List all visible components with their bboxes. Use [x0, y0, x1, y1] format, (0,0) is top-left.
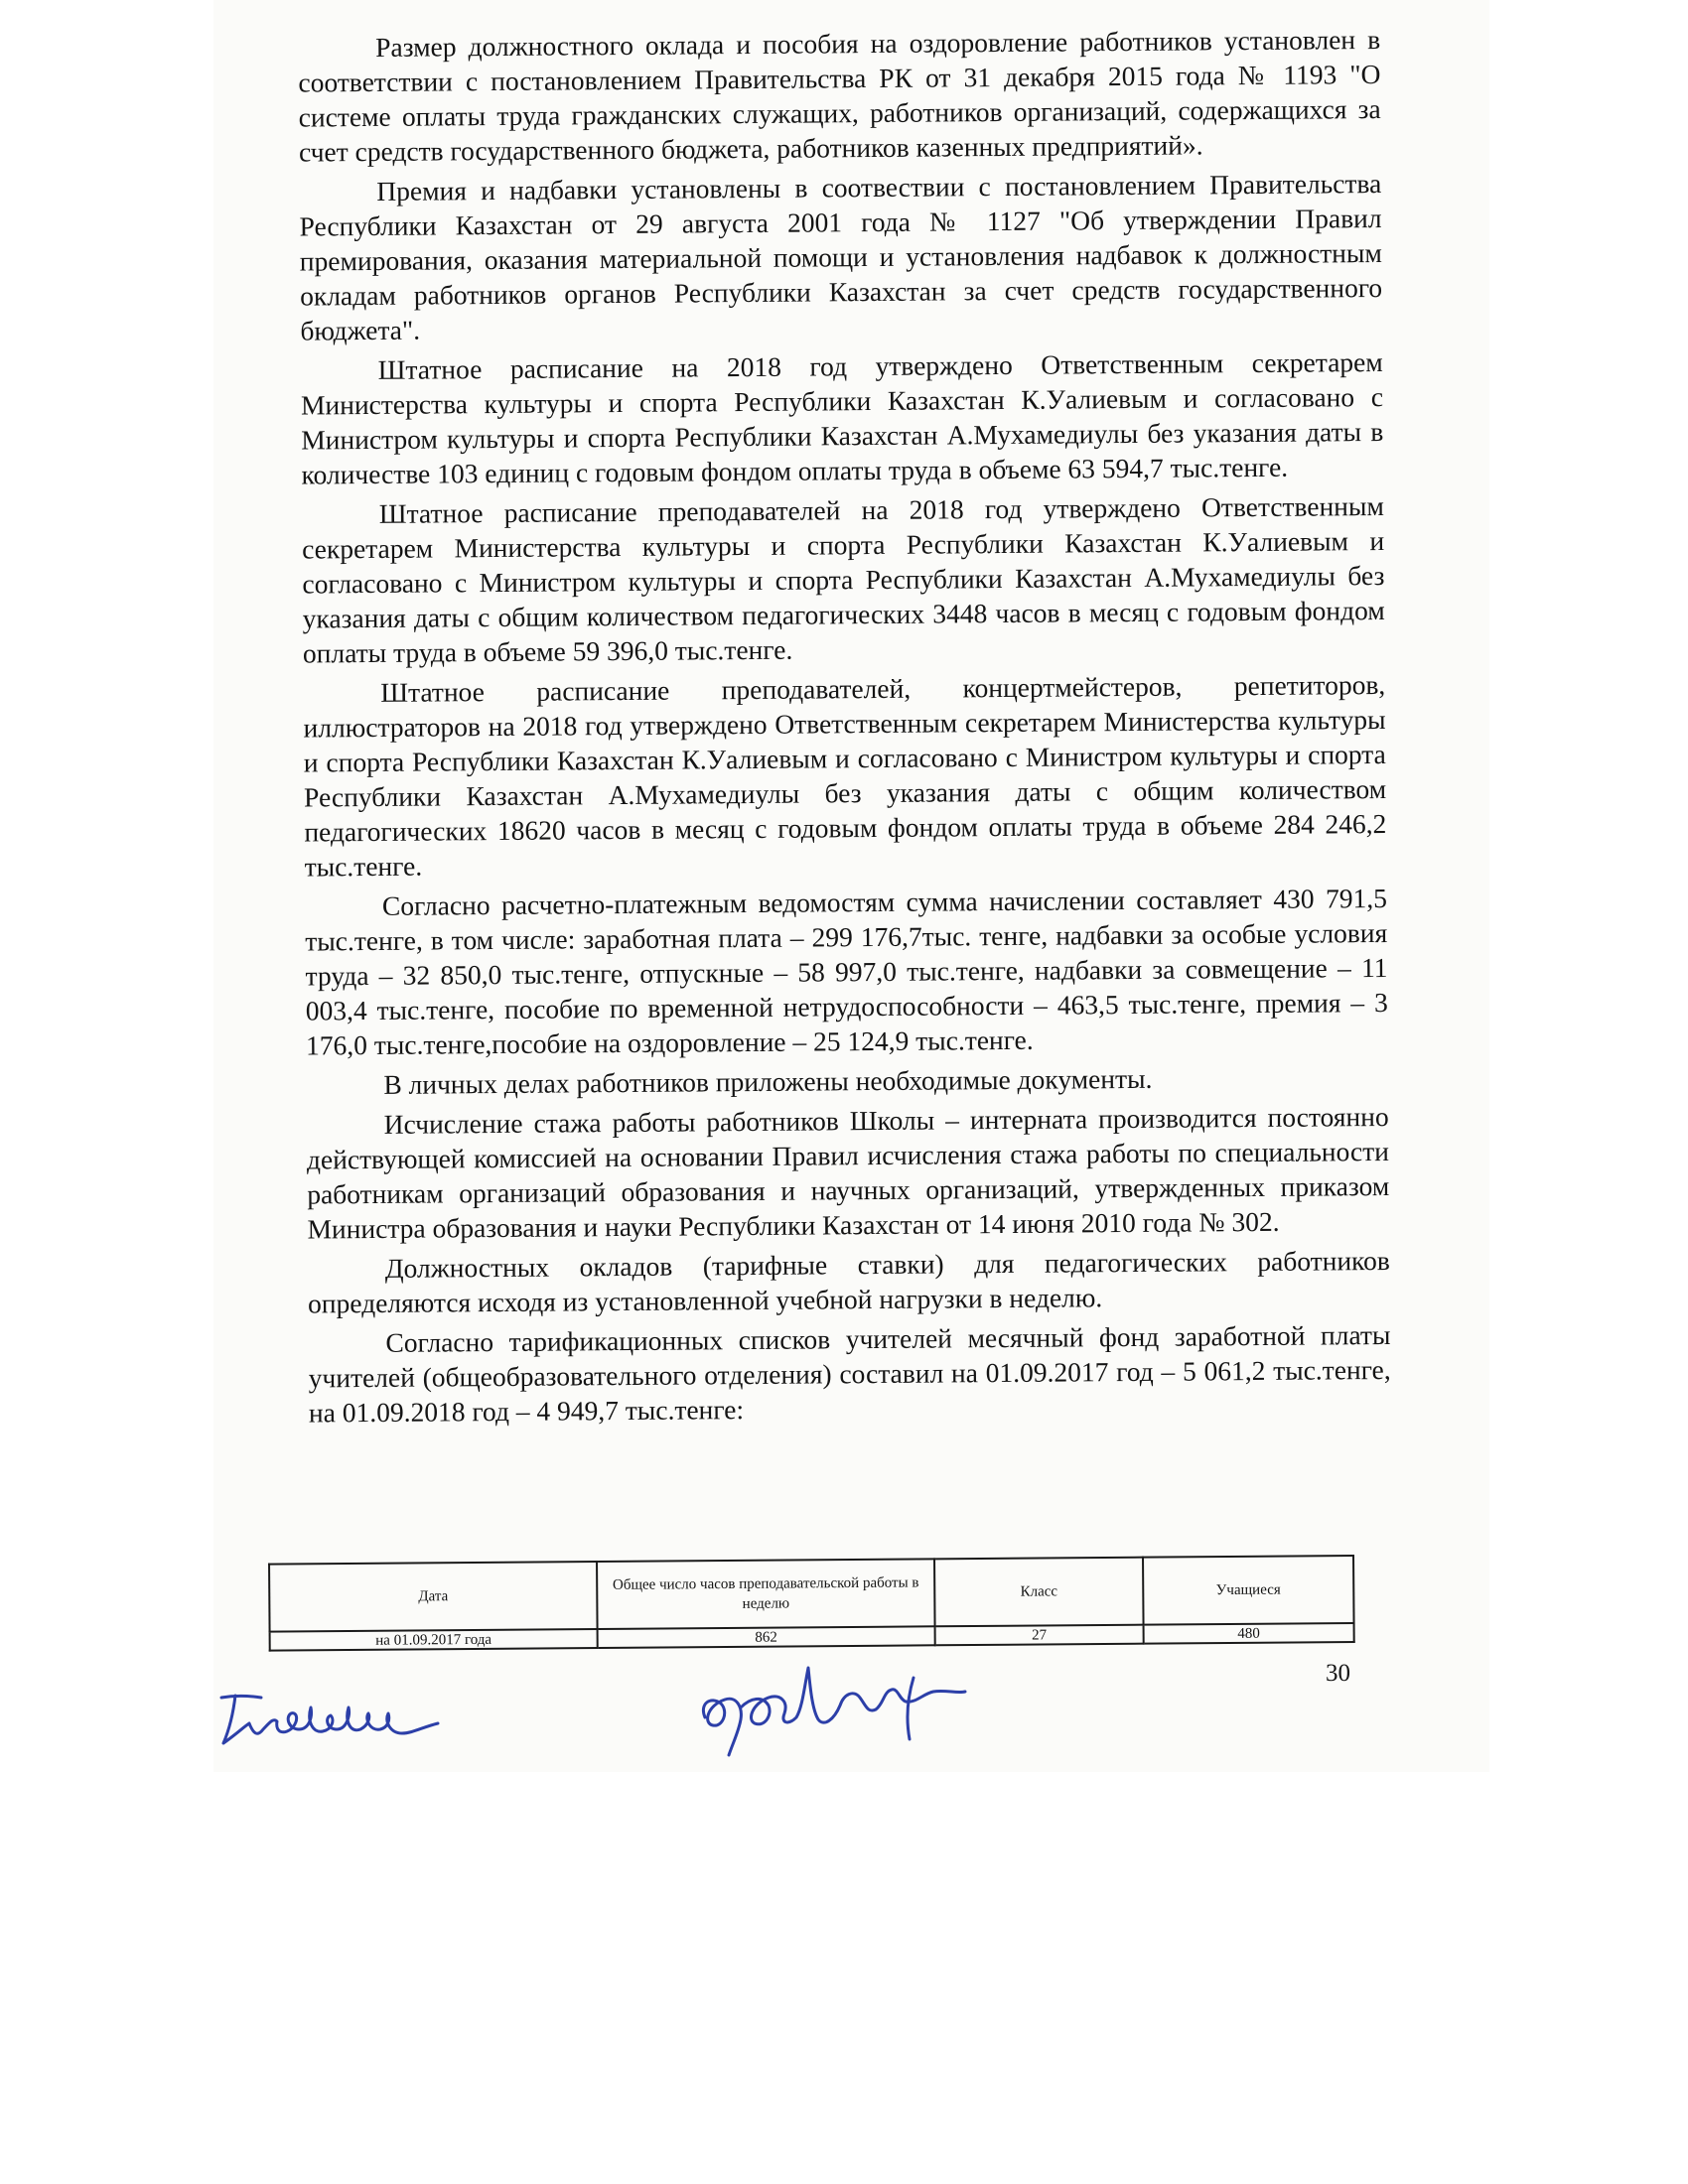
signature-left	[213, 1678, 452, 1767]
document-body	[298, 22, 1391, 1435]
cell-date: на 01.09.2017 года	[270, 1629, 598, 1651]
page-number: 30	[1326, 1660, 1350, 1687]
paragraph-teacher-schedule: Штатное расписание преподавателей на 2018 год утверждено Ответственным секретарем Министерства культуры и спорта Республики Казахстан К.Уалиевым и согласовано с Министром культуры и спорта Республики Казахстан А.Мухамедиулы без указания даты с общим количеством педагогических 3448 часов в месяц с годовым фондом оплаты труда в объеме 59 396,0 тыс.тенге.	[302, 489, 1385, 669]
paragraph-tariff-fund: Согласно тарификационных списков учителей месячный фонд заработной платы учителей (общеобразовательного отделения) составил на 01.09.2017 год – 5 061,2 тыс.тенге, на 01.09.2018 год – 4 949,7 тыс.тенге:	[308, 1318, 1391, 1429]
paragraph-personal-files: В личных делах работников приложены необходимые документы.	[383, 1062, 1153, 1100]
paragraph-payroll-sums: Согласно расчетно-платежным ведомостям сумма начислении составляет 430 791,5 тыс.тенге, в том числе: заработная плата – 299 176,7тыс. тенге, надбавки за особые условия труда – 32 850,0 тыс.тенге, отпускные – 58 997,0 тыс.тенге, надбавки за совмещение – 11 003,4 тыс.тенге, пособие по временной нетрудоспособности – 463,5 тыс.тенге, премия – 3 176,0 тыс.тенге,пособие на оздоровление – 25 124,9 тыс.тенге.	[305, 882, 1388, 1061]
header-class: Класс	[934, 1558, 1144, 1627]
paragraph-accompanist-schedule: Штатное расписание преподавателей, концертмейстеров, репетиторов, иллюстраторов на 2018 год утверждено Ответственным секретарем Министерства культуры и спорта Республики Казахстан К.Уалиевым и согласовано с Министром культуры и спорта Республики Казахстан А.Мухамедиулы без указания даты с общим количеством педагогических 18620 часов в месяц с годовым фондом оплаты труда в объеме 284 246,2 тыс.тенге.	[303, 668, 1387, 883]
header-hours: Общее число часов преподавательской работы в неделю	[597, 1559, 935, 1629]
table-header-row	[269, 1556, 1354, 1632]
tariff-table	[268, 1555, 1355, 1652]
paragraph-staff-schedule: Штатное расписание на 2018 год утверждено Ответственным секретарем Министерства культуры и спорта Республики Казахстан К.Уалиевым и согласовано с Министром культуры и спорта Республики Казахстан А.Мухамедиулы без указания даты в количестве 103 единиц с годовым фондом оплаты труда в объеме 63 594,7 тыс.тенге.	[300, 345, 1384, 490]
header-date: Дата	[269, 1562, 598, 1632]
paragraph-salary-basis: Размер должностного оклада и пособия на оздоровление работников установлен в соответствии с постановлением Правительства РК от 31 декабря 2015 года № 1193 "О системе оплаты труда гражданских служащих, работников организаций, содержащихся за счет средств государственного бюджета, работников казенных предприятий».	[298, 23, 1381, 168]
header-students: Учащиеся	[1143, 1556, 1354, 1625]
paragraph-seniority: Исчисление стажа работы работников Школы – интерната производится постоянно действующей комиссией на основании Правил исчисления стажа работы по специальности работникам организаций образования и научных организаций, утвержденных приказом Министра образования и науки Республики Казахстан от 14 июня 2010 года № 302.	[306, 1100, 1390, 1245]
cell-class: 27	[935, 1625, 1144, 1646]
cell-students: 480	[1144, 1623, 1354, 1644]
paragraph-salary-rates: Должностных окладов (тарифные ставки) для педагогических работников определяются исходя из установленной учебной нагрузки в неделю.	[307, 1244, 1390, 1319]
cell-hours: 862	[598, 1626, 935, 1648]
paragraph-bonus-basis: Премия и надбавки установлены в соотвествии с постановлением Правительства Республики Казахстан от 29 августа 2001 года № 1127 "Об утверждении Правил премирования, оказания материальной помощи и установления надбавок к должностным окладам работников органов Республики Казахстан за счет средств государственного бюджета".	[299, 167, 1383, 346]
signature-center	[685, 1648, 973, 1767]
